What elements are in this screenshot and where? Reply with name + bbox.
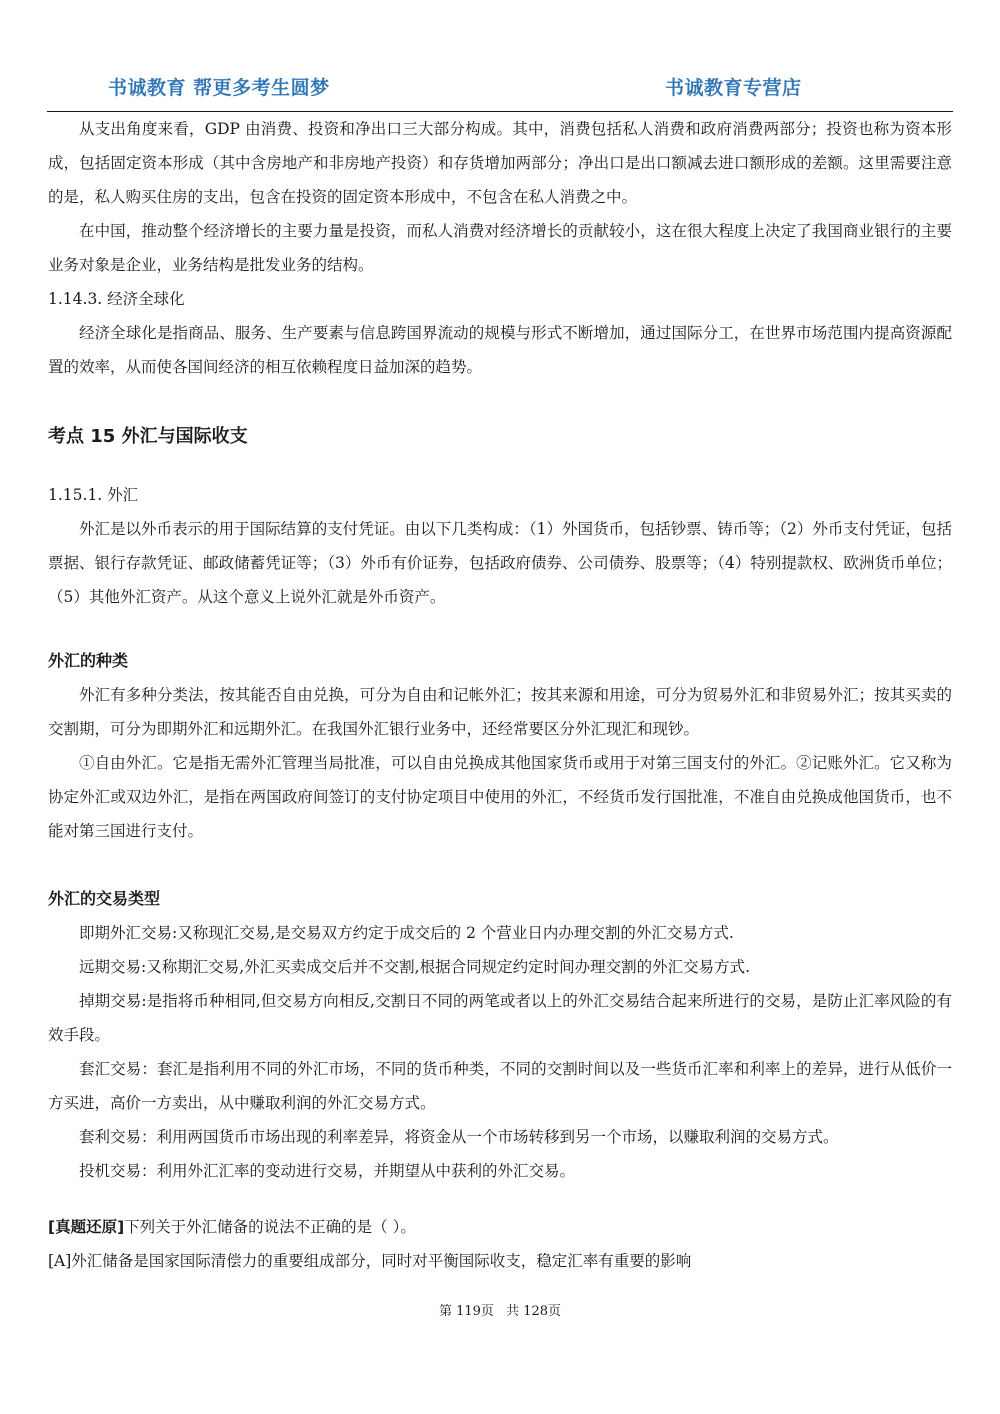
spot-trade-paragraph: 即期外汇交易:又称现汇交易,是交易双方约定于成交后的 2 个营业日内办理交割的外汇交易方式. — [79, 924, 734, 942]
globalization-paragraph: 经济全球化是指商品、服务、生产要素与信息跨国界流动的规模与形式不断增加，通过国际分工，在世界市场范围内提高资源配置的效率，从而使各国间经济的相互依赖程度日益加深的趋势。 — [48, 324, 952, 376]
total-pages: 共 128页 — [506, 1304, 562, 1319]
fx-types-heading: 外汇的种类 — [48, 651, 129, 670]
section-heading-1-14-3: 1.14.3. 经济全球化 — [48, 290, 185, 308]
arbitrage-trade-paragraph: 套汇交易：套汇是指利用不同的外汇市场，不同的货币种类，不同的交割时间以及一些货币汇率和利率上的差异，进行从低价一方买进，高价一方卖出，从中赚取利润的外汇交易方式。 — [48, 1060, 952, 1112]
fx-free-and-clearing-paragraph: ①自由外汇。它是指无需外汇管理当局批准，可以自由兑换成其他国家货币或用于对第三国支付的外汇。②记账外汇。它又称为协定外汇或双边外汇，是指在两国政府间签订的支付协定项目中使用的外汇，不经货币发行国批准，不准自由兑换成他国货币，也不能对第三国进行支付。 — [48, 754, 952, 840]
speculation-paragraph: 投机交易：利用外汇汇率的变动进行交易，并期望从中获利的外汇交易。 — [79, 1162, 576, 1180]
page-footer — [0, 1300, 1000, 1319]
fx-trades-heading: 外汇的交易类型 — [48, 889, 161, 908]
interest-arbitrage-paragraph: 套利交易：利用两国货币市场出现的利率差异，将资金从一个市场转移到另一个市场，以赚取利润的交易方式。 — [79, 1128, 839, 1146]
gdp-expenditure-paragraph: 从支出角度来看，GDP 由消费、投资和净出口三大部分构成。其中，消费包括私人消费和政府消费两部分；投资也称为资本形成，包括固定资本形成（其中含房地产和非房地产投资）和存货增加两部分；净出口是出口额减去进口额形成的差额。这里需要注意的是，私人购买住房的支出，包含在投资的固定资本形成中，不包含在私人消费之中。 — [48, 120, 952, 206]
page-content — [48, 112, 952, 1278]
swap-trade-paragraph: 掉期交易:是指将币种相同,但交易方向相反,交割日不同的两笔或者以上的外汇交易结合起来所进行的交易，是防止汇率风险的有效手段。 — [48, 992, 952, 1044]
header-right-title: 书诚教育专营店 — [665, 77, 802, 99]
forward-trade-paragraph: 远期交易:又称期汇交易,外汇买卖成交后并不交割,根据合同规定约定时间办理交割的外汇交易方式. — [79, 958, 751, 976]
header-left-title: 书诚教育 帮更多考生圆梦 — [108, 77, 330, 99]
fx-types-paragraph: 外汇有多种分类法，按其能否自由兑换，可分为自由和记帐外汇；按其来源和用途，可分为贸易外汇和非贸易外汇；按其买卖的交割期，可分为即期外汇和远期外汇。在我国外汇银行业务中，还经常要区分外汇现汇和现钞。 — [48, 686, 952, 738]
question-stem-line — [48, 1210, 952, 1244]
china-investment-paragraph: 在中国，推动整个经济增长的主要力量是投资，而私人消费对经济增长的贡献较小，这在很大程度上决定了我国商业银行的主要业务对象是企业，业务结构是批发业务的结构。 — [48, 222, 952, 274]
exam-point-title: 考点 15 外汇与国际收支 — [48, 426, 248, 447]
fx-definition-paragraph: 外汇是以外币表示的用于国际结算的支付凭证。由以下几类构成：（1）外国货币，包括钞票、铸币等；（2）外币支付凭证，包括票据、银行存款凭证、邮政储蓄凭证等；（3）外币有价证券，包括政府债券、公司债券、股票等；（4）特别提款权、欧洲货币单位；（5）其他外汇资产。从这个意义上说外汇就是外币资产。 — [48, 520, 952, 606]
page-number: 第 119页 — [438, 1304, 494, 1319]
question-option-a: [A]外汇储备是国家国际清偿力的重要组成部分，同时对平衡国际收支，稳定汇率有重要的影响 — [48, 1252, 692, 1270]
question-label: [真题还原] — [48, 1218, 125, 1236]
section-heading-1-15-1: 1.15.1. 外汇 — [48, 486, 139, 504]
question-stem: 下列关于外汇储备的说法不正确的是（ ）。 — [124, 1218, 416, 1236]
